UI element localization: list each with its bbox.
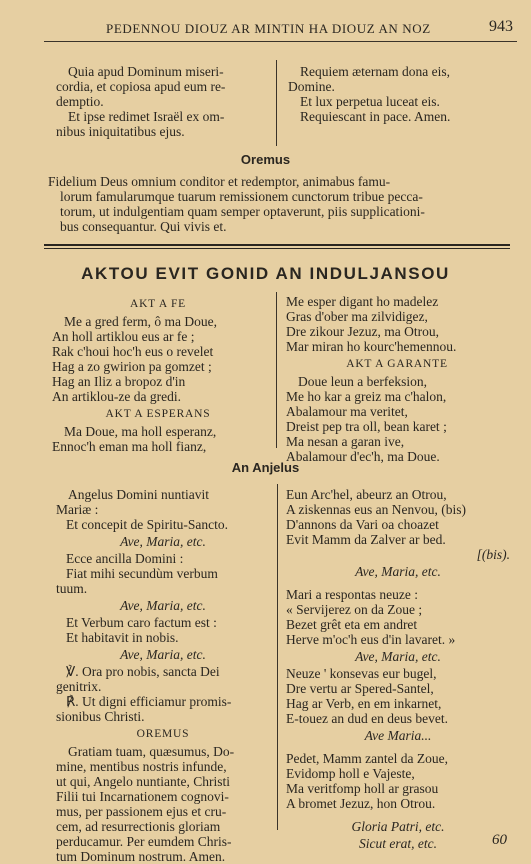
verse-line: Me esper digant ho madelez bbox=[286, 294, 439, 309]
prayer-line: Fidelium Deus omnium conditor et redemptor, animabus famu- bbox=[48, 174, 391, 189]
verse-line: Pedet, Mamm zantel da Zoue, bbox=[286, 751, 448, 766]
refrain-line: Gloria Patri, etc. bbox=[351, 819, 445, 834]
refrain-line: Sicut erat, etc. bbox=[359, 836, 437, 851]
prayer-line: torum, ut indulgentiam quam semper optaverunt, piis supplicationi- bbox=[60, 204, 425, 219]
verse-line: Dre zikour Jezuz, ma Otrou, bbox=[286, 324, 439, 339]
verse-line: Evit Mamm da Zalver ar bed. bbox=[286, 532, 446, 547]
refrain-line: Ave, Maria, etc. bbox=[355, 564, 441, 579]
verse-line: Ma veritfomp holl ar grasou bbox=[286, 781, 439, 796]
verse-line: Et Verbum caro factum est : bbox=[66, 615, 217, 630]
verse-line: Ennoc'h eman ma holl fianz, bbox=[52, 439, 207, 454]
verse-line: mine, mentibus nostris infunde, bbox=[56, 759, 227, 774]
psalm-column-left bbox=[56, 64, 268, 139]
verse-line: Gras d'ober ma zilvidigez, bbox=[286, 309, 428, 324]
text-line: Quia apud Dominum miseri- bbox=[68, 64, 224, 79]
subheading: OREMUS bbox=[136, 728, 190, 740]
verse-line: Me a gred ferm, ô ma Doue, bbox=[64, 314, 217, 329]
verse-line: Hag an Iliz a bropoz d'in bbox=[52, 374, 186, 389]
verse-line: Ecce ancilla Domini : bbox=[66, 551, 184, 566]
verse-line: Hag ar Verb, en em inkarnet, bbox=[286, 696, 442, 711]
verse-line: Filii tui Incarnationem cognovi- bbox=[56, 789, 229, 804]
verse-line: Rak c'houi hoc'h eus o revelet bbox=[52, 344, 214, 359]
verse-line: A ziskennas eus an Nenvou, (bis) bbox=[286, 502, 466, 517]
verse-line: Me ho kar a greiz ma c'halon, bbox=[286, 389, 447, 404]
verse-line: Herve m'oc'h eus d'in lavaret. » bbox=[286, 632, 456, 647]
verse-line: [(bis). bbox=[476, 547, 510, 562]
verse-line: Bezet grêt eta em andret bbox=[286, 617, 418, 632]
verse-line: Mari a respontas neuze : bbox=[286, 587, 418, 602]
angelus-column-left bbox=[56, 487, 270, 864]
verse-line: Eun Arc'hel, abeurz an Otrou, bbox=[286, 487, 447, 502]
verse-line: An holl artiklou eus ar fe ; bbox=[52, 329, 195, 344]
column-divider-aktou bbox=[276, 292, 277, 448]
refrain-line: Ave, Maria, etc. bbox=[120, 534, 206, 549]
verse-line: ℣. Ora pro nobis, sancta Dei bbox=[66, 664, 220, 679]
refrain-line: Ave, Maria, etc. bbox=[355, 649, 441, 664]
text-line: Requiem æternam dona eis, bbox=[300, 64, 450, 79]
text-line: nibus iniquitatibus ejus. bbox=[56, 124, 185, 139]
text-line: Requiescant in pace. Amen. bbox=[300, 109, 451, 124]
text-line: Et lux perpetua luceat eis. bbox=[300, 94, 440, 109]
subheading: AKT A ESPERANS bbox=[105, 408, 211, 420]
verse-line: cem, ad resurrectionis gloriam bbox=[56, 819, 221, 834]
psalm-column-right bbox=[288, 64, 508, 124]
signature-mark: 60 bbox=[492, 832, 507, 848]
prayer-line: bus consequantur. Qui vivis et. bbox=[60, 219, 227, 234]
verse-line: sionibus Christi. bbox=[56, 709, 145, 724]
verse-line: Angelus Domini nuntiavit bbox=[68, 487, 209, 502]
angelus-heading: An Anjelus bbox=[231, 460, 300, 475]
aktou-column-left bbox=[52, 294, 264, 454]
verse-line: Evidomp holl e Vajeste, bbox=[286, 766, 415, 781]
verse-line: Abalamour ma veritet, bbox=[286, 404, 408, 419]
verse-line: Fiat mihi secundùm verbum bbox=[66, 566, 218, 581]
refrain-line: Ave Maria... bbox=[364, 728, 432, 743]
column-divider-top bbox=[276, 60, 277, 146]
section-divider bbox=[44, 244, 510, 249]
verse-line: Dre vertu ar Spered-Santel, bbox=[286, 681, 434, 696]
page-number: 943 bbox=[489, 18, 513, 35]
verse-line: genitrix. bbox=[56, 679, 102, 694]
verse-line: perducamur. Per eumdem Chris- bbox=[56, 834, 232, 849]
verse-line: Dreist pep tra oll, bean karet ; bbox=[286, 419, 447, 434]
angelus-column-right bbox=[286, 487, 510, 853]
refrain-line: Ave, Maria, etc. bbox=[120, 647, 206, 662]
verse-line: A bromet Jezuz, hon Otrou. bbox=[286, 796, 436, 811]
subheading: AKT A GARANTE bbox=[346, 358, 448, 370]
verse-line: mus, per passionem ejus et cru- bbox=[56, 804, 227, 819]
header-rule bbox=[44, 41, 517, 42]
verse-line: tum Dominum nostrum. Amen. bbox=[56, 849, 226, 864]
verse-line: Mariæ : bbox=[56, 502, 99, 517]
verse-line bbox=[286, 811, 510, 817]
verse-line: ut qui, Angelo nuntiante, Christi bbox=[56, 774, 230, 789]
verse-line: tuum. bbox=[56, 581, 88, 596]
oremus-prayer bbox=[48, 174, 508, 234]
verse-line: Abalamour d'ec'h, ma Doue. bbox=[286, 449, 440, 464]
verse-line: Et habitavit in nobis. bbox=[66, 630, 179, 645]
text-line: cordia, et copiosa apud eum re- bbox=[56, 79, 226, 94]
text-line: Et ipse redimet Israël ex om- bbox=[68, 109, 225, 124]
subheading: AKT A FE bbox=[129, 298, 187, 310]
verse-line: E-touez an dud en deus bevet. bbox=[286, 711, 448, 726]
verse-line: Neuze ' konsevas eur bugel, bbox=[286, 666, 437, 681]
verse-line: Doue leun a berfeksion, bbox=[298, 374, 427, 389]
column-divider-angelus bbox=[277, 484, 278, 830]
verse-line: Gratiam tuam, quæsumus, Do- bbox=[68, 744, 235, 759]
verse-line: ℟. Ut digni efficiamur promis- bbox=[66, 694, 232, 709]
verse-line: Hag a zo gwirion pa gomzet ; bbox=[52, 359, 212, 374]
verse-line: An artiklou-ze da gredi. bbox=[52, 389, 181, 404]
aktou-heading: AKTOU EVIT GONID AN INDULJANSOU bbox=[81, 264, 450, 283]
aktou-column-right bbox=[286, 294, 508, 464]
page-header bbox=[44, 18, 517, 38]
verse-line: Ma nesan a garan ive, bbox=[286, 434, 405, 449]
oremus-heading: Oremus bbox=[240, 152, 291, 167]
verse-line: « Servijerez on da Zoue ; bbox=[286, 602, 423, 617]
text-line: Domine. bbox=[288, 79, 335, 94]
verse-line: D'annons da Vari oa choazet bbox=[286, 517, 439, 532]
prayer-line: lorum famularumque tuarum remissionem cunctorum tribue pecca- bbox=[60, 189, 423, 204]
refrain-line: Ave, Maria, etc. bbox=[120, 598, 206, 613]
verse-line: Ma Doue, ma holl esperanz, bbox=[64, 424, 217, 439]
verse-line: Et concepit de Spiritu-Sancto. bbox=[66, 517, 228, 532]
running-title: PEDENNOU DIOUZ AR MINTIN HA DIOUZ AN NOZ bbox=[106, 21, 431, 36]
text-line: demptio. bbox=[56, 94, 104, 109]
verse-line: Mar miran ho kourc'hemennou. bbox=[286, 339, 457, 354]
